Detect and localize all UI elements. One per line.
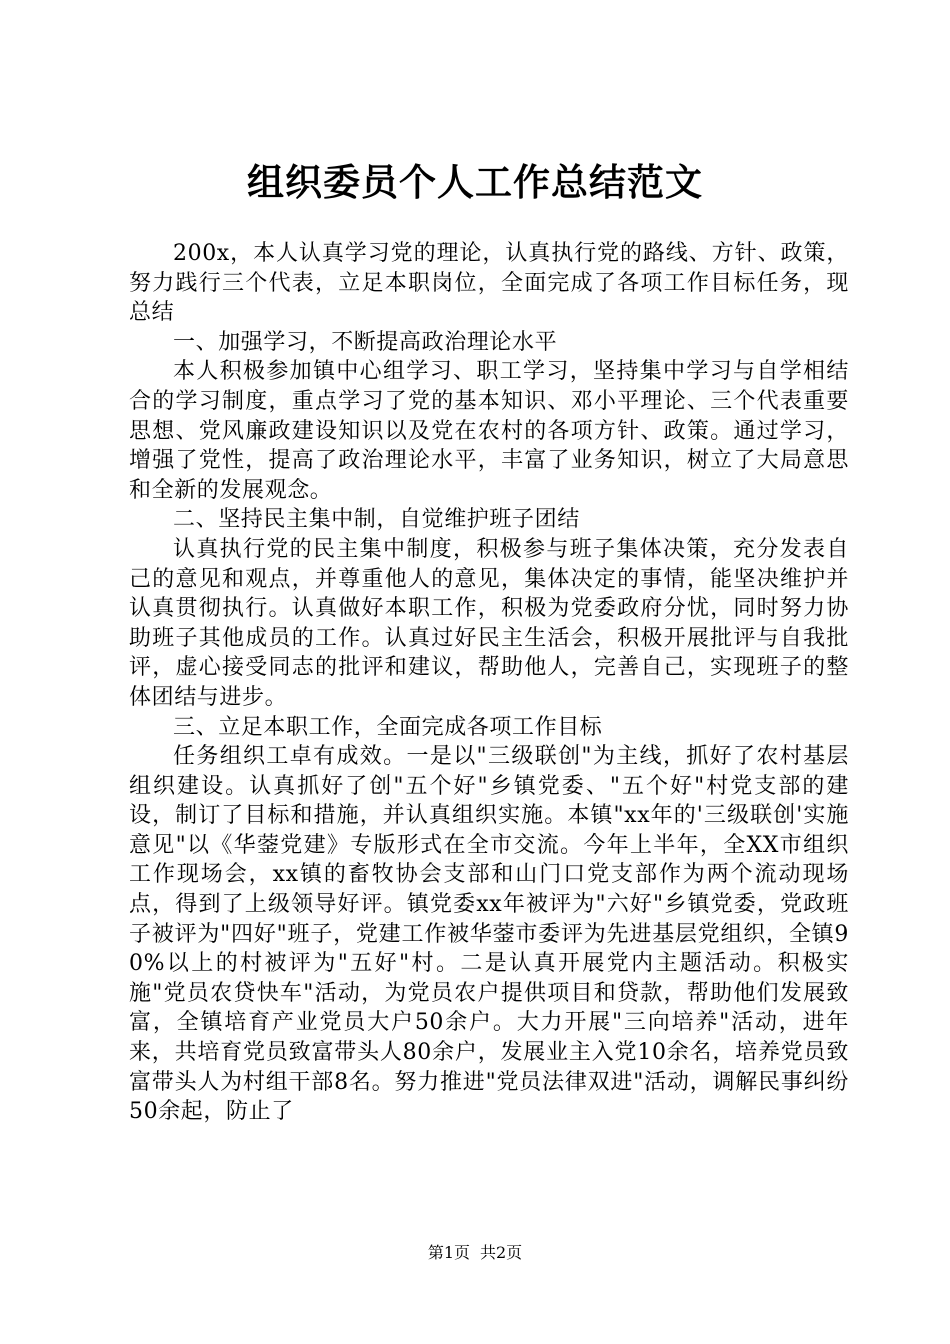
- section-paragraph-1: 本人积极参加镇中心组学习、职工学习，坚持集中学习与自学相结合的学习制度，重点学习了党的基本知识、邓小平理论、三个代表重要思想、党风廉政建设知识以及党在农村的各项方针、政策。通过学习，增强了党性，提高了政治理论水平，丰富了业务知识，树立了大局意思和全新的发展观念。: [129, 359, 849, 503]
- section-paragraph-2: 认真执行党的民主集中制度，积极参与班子集体决策，充分发表自己的意见和观点，并尊重他人的意见，集体决定的事情，能坚决维护并认真贯彻执行。认真做好本职工作，积极为党委政府分忧，同时努力协助班子其他成员的工作。认真过好民主生活会，积极开展批评与自我批评，虚心接受同志的批评和建议，帮助他人，完善自己，实现班子的整体团结与进步。: [129, 536, 849, 710]
- section-paragraph-3: 任务组织工卓有成效。一是以"三级联创"为主线，抓好了农村基层组织建设。认真抓好了创"五个好"乡镇党委、"五个好"村党支部的建设，制订了目标和措施，并认真组织实施。本镇"xx年的'三级联创'实施意见"以《华蓥党建》专版形式在全市交流。今年上半年，全XX市组织工作现场会，xx镇的畜牧协会支部和山门口党支部作为两个流动现场点，得到了上级领导好评。镇党委xx年被评为"六好"乡镇党委，党政班子被评为"四好"班子，党建工作被华蓥市委评为先进基层党组织，全镇90%以上的村被评为"五好"村。二是认真开展党内主题活动。积极实施"党员农贷快车"活动，为党员农户提供项目和贷款，帮助他们发展致富，全镇培育产业党员大户50余户。大力开展"三向培养"活动，进年来，共培育党员致富带头人80余户，发展业主入党10余名，培养党员致富带头人为村组干部8名。努力推进"党员法律双进"活动，调解民事纠纷50余起，防止了: [129, 744, 849, 1125]
- section-heading-1: 一、加强学习，不断提高政治理论水平: [173, 329, 558, 355]
- section-heading-3: 三、立足本职工作，全面完成各项工作目标: [173, 714, 603, 740]
- document-body: [129, 239, 849, 1127]
- page-total: 共2页: [480, 1243, 523, 1262]
- document-title: 组织委员个人工作总结范文: [247, 160, 703, 204]
- page-footer: [0, 1242, 950, 1264]
- page-number: 第1页: [427, 1243, 470, 1262]
- intro-paragraph: 200x，本人认真学习党的理论，认真执行党的路线、方针、政策，努力践行三个代表，立足本职岗位，全面完成了各项工作目标任务，现总结: [129, 241, 849, 326]
- section-heading-2: 二、坚持民主集中制，自觉维护班子团结: [173, 507, 580, 533]
